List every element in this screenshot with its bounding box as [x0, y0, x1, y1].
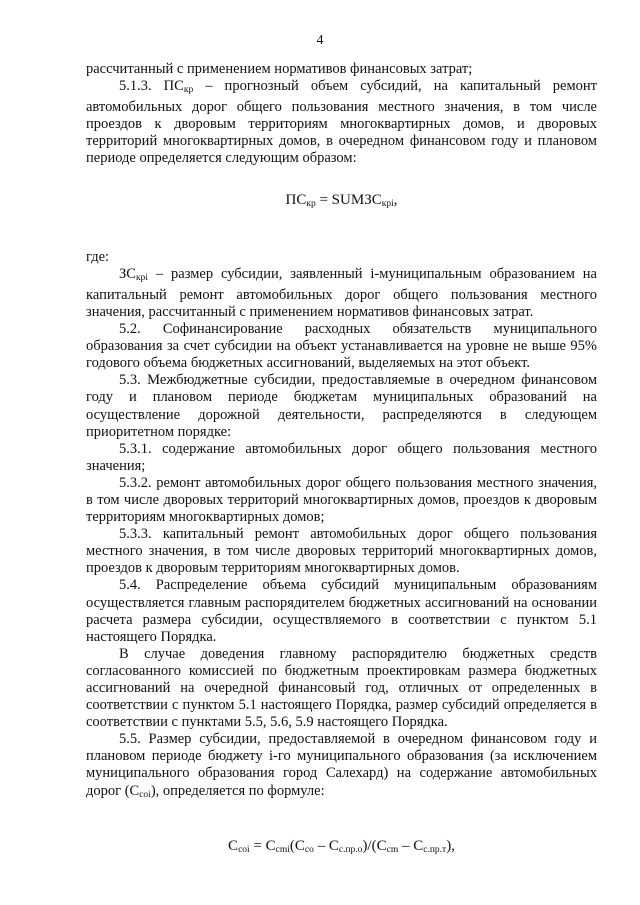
formula-text: )/(С [362, 837, 387, 854]
text: ), определяется по формуле: [150, 782, 325, 799]
formula-text: – С [398, 837, 424, 854]
formula-text: (С [289, 837, 305, 854]
text: 5.5. Размер субсидии, предоставляемой в очередном финансовом году и плановом периоде бюджету i-го муниципального образования (за исключением муниципального образования город Салехард) на содержание автомобильных дорог (С [86, 731, 597, 799]
formula-text: ), [446, 837, 455, 854]
paragraph-5-3: 5.3. Межбюджетные субсидии, предоставляемые в очередном финансовом году и плановом периоде бюджетам муниципальных образований на осуществление дорожной деятельности, распределяются в следующем приоритетном порядке: [86, 372, 597, 440]
formula-text: = SUMЗС [315, 191, 382, 208]
formula-text: , [393, 191, 398, 208]
formula-c-coi [86, 838, 597, 859]
text: ЗС [119, 265, 136, 282]
paragraph-5-3-1: 5.3.1. содержание автомобильных дорог общего пользования местного значения; [86, 440, 597, 474]
subscript: кр [183, 85, 194, 96]
subscript: coi [238, 844, 250, 855]
paragraph-5-3-2: 5.3.2. ремонт автомобильных дорог общего пользования местного значения, в том числе дворовых территорий многоквартирных домов, проездов к дворовым территориям многоквартирных домов; [86, 474, 597, 526]
page-number: 4 [316, 33, 324, 48]
paragraph-5-1-3 [86, 78, 597, 167]
paragraph-zs-definition [86, 266, 597, 321]
subscript: крi [381, 198, 394, 209]
paragraph-5-3-3: 5.3.3. капитальный ремонт автомобильных дорог общего пользования местного значения, в том числе дворовых территорий многоквартирных домов, проездов к дворовым территориям многоквартирных домов. [86, 526, 597, 577]
formula-text: ПС [285, 191, 307, 208]
paragraph-5-5 [86, 731, 597, 803]
where-label: где: [86, 248, 110, 265]
subscript: cmi [275, 844, 290, 855]
formula-text: = С [249, 837, 276, 854]
subscript: крi [135, 272, 148, 283]
paragraph-5-2: 5.2. Софинансирование расходных обязательств муниципального образования за счет субсидии на объект устанавливается на уровне не выше 95% годового объема бюджетных ассигнований, выделяемых на этот объект. [86, 321, 597, 372]
document-body [86, 61, 597, 859]
formula-text: С [228, 837, 239, 854]
paragraph-5-4: 5.4. Распределение объема субсидий муниципальным образованиям осуществляется главным распорядителем бюджетных ассигнований на основании расчета размера субсидии, осуществляемого в соответствии с пунктом 5.1 настоящего Порядка. [86, 577, 597, 645]
subscript: с.пр.т [423, 844, 447, 855]
text: – размер субсидии, заявленный i-муниципальным образованием на капитальный ремонт автомобильных дорог общего пользования местного значения, рассчитанный с применением нормативов финансовых затрат. [86, 265, 597, 320]
formula-ps-kr [86, 192, 597, 213]
paragraph-case: В случае доведения главному распорядителю бюджетных средств согласованного комиссией по бюджетным проектировкам размера бюджетных ассигнований на очередной финансовый год, отличных от определенных в соответствии с пунктом 5.1 настоящего Порядка, размер субсидий определяется в соответствии с пунктами 5.5, 5.6, 5.9 настоящего Порядка. [86, 645, 597, 731]
subscript: coi [139, 789, 151, 800]
text: 5.1.3. ПС [119, 78, 184, 95]
formula-text: – С [313, 837, 339, 854]
subscript: с.пр.о [338, 844, 363, 855]
subscript: со [304, 844, 314, 855]
text: – прогнозный объем субсидий, на капитальный ремонт автомобильных дорог общего пользования местного значения, в том числе проездов к дворовым территориям многоквартирных домов, и дворовых территорий многоквартирных домов, в очередном финансовом году и плановом периоде определяется следующим образом: [86, 78, 597, 167]
subscript: кр [306, 198, 316, 209]
subscript: cm [386, 844, 399, 855]
paragraph-intro-end: рассчитанный с применением нормативов финансовых затрат; [86, 61, 473, 77]
